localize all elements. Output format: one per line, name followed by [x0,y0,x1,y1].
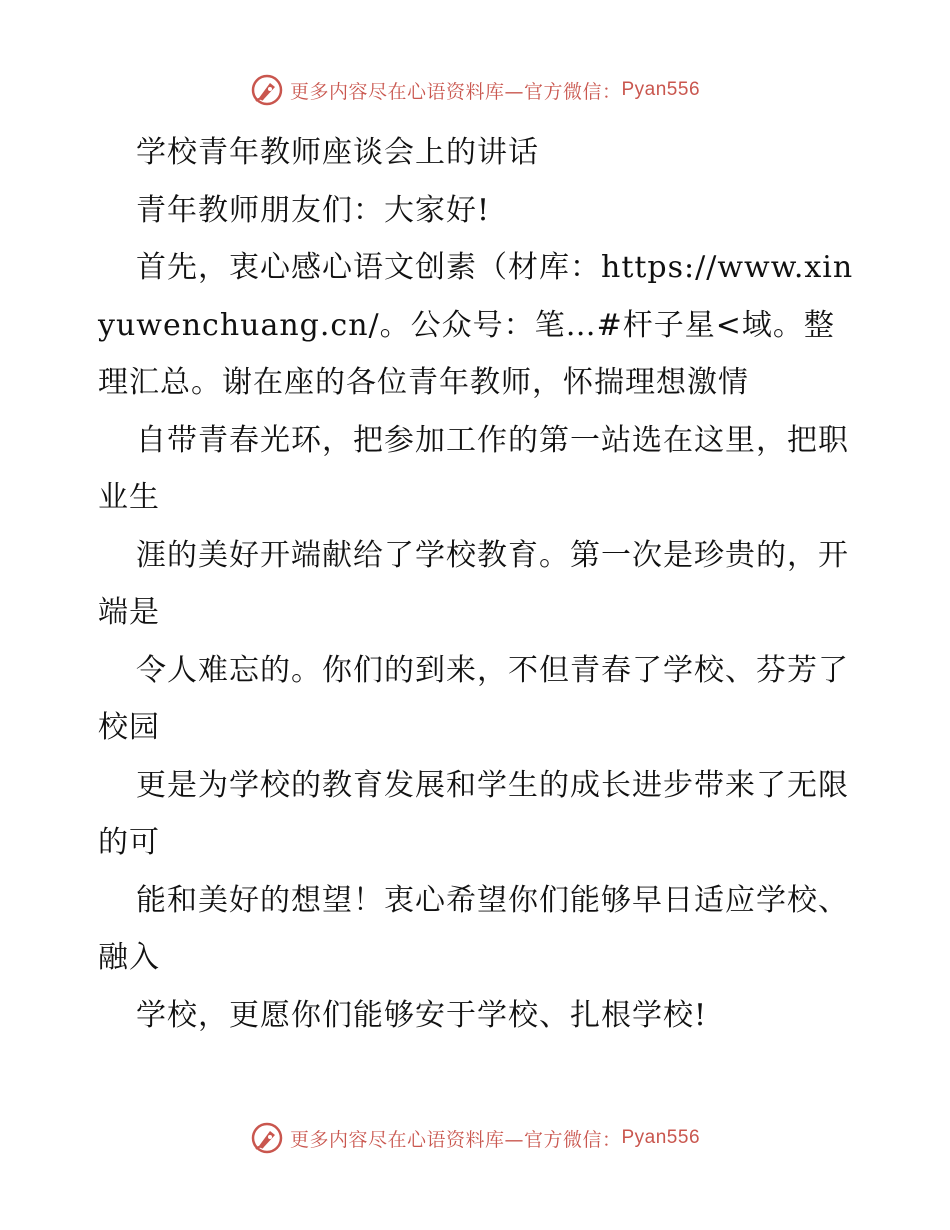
footer-wechat-id: Pyan556 [621,1127,701,1148]
paragraph: 自带青春光环，把参加工作的第一站选在这里，把职业生 [98,422,849,515]
footer-banner-text: 更多内容尽在心语资料库—官方微信： [289,1128,622,1151]
header-watermark-banner [0,70,950,110]
paragraph: 青年教师朋友们：大家好! [136,192,491,228]
paragraph: 首先，衷心感心语文创素（材库：https://www.xinyuwenchuang.cn/。公众号：笔…#杆子星<域。整理汇总。谢在座的各位青年教师，怀揣理想激情 [98,250,854,400]
paragraph: 令人难忘的。你们的到来，不但青春了学校、芬芳了校园 [98,652,849,745]
paragraph: 涯的美好开端献给了学校教育。第一次是珍贵的，开端是 [98,537,849,630]
header-banner-text: 更多内容尽在心语资料库—官方微信： [289,80,622,103]
header-wechat-id: Pyan556 [621,79,701,100]
pen-nib-logo-icon [250,73,284,107]
footer-watermark-banner [0,1118,950,1158]
document-body [98,124,858,1044]
paragraph: 学校，更愿你们能够安于学校、扎根学校! [136,997,708,1033]
document-title: 学校青年教师座谈会上的讲话 [136,135,539,170]
paragraph: 能和美好的想望！衷心希望你们能够早日适应学校、融入 [98,882,849,975]
pen-nib-logo-icon [250,1121,284,1155]
paragraph: 更是为学校的教育发展和学生的成长进步带来了无限的可 [98,767,849,860]
